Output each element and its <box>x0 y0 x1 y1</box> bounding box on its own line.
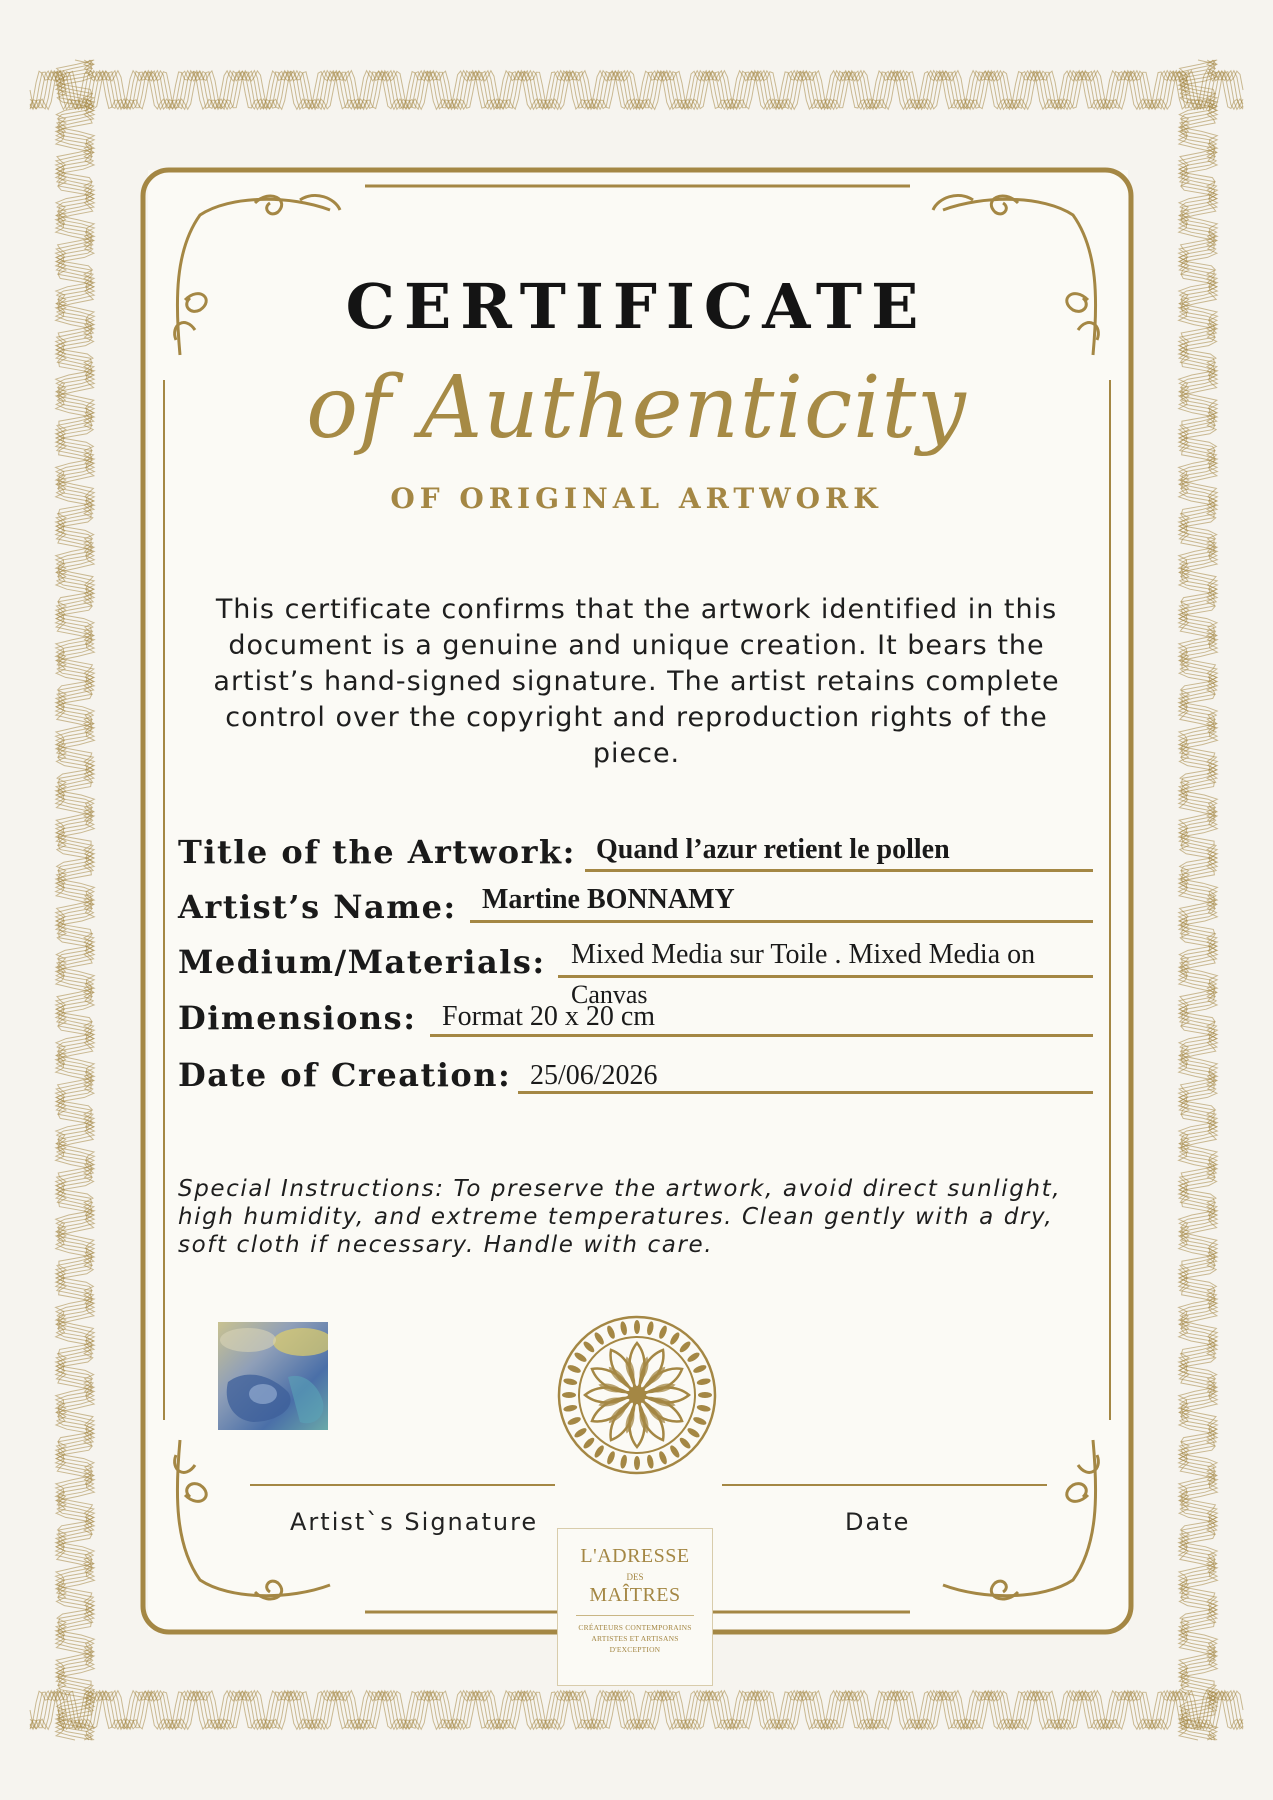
seal-ring-mark <box>686 1351 701 1364</box>
special-instructions: Special Instructions: To preserve the artwork, avoid direct sunlight, high humidity, and extreme temperatures. Clean gently with a dry, soft cloth if necessary. Handle with care. <box>178 1176 1062 1258</box>
seal-ring-mark <box>646 1454 655 1469</box>
seal-ring-mark <box>678 1436 692 1450</box>
seal-ring-mark <box>658 1325 669 1340</box>
seal-ring-mark <box>619 1454 628 1469</box>
seal-ring-mark <box>692 1416 707 1427</box>
seal-ring-mark <box>563 1377 578 1386</box>
seal-ring-mark <box>593 1444 606 1459</box>
seal-ring-mark <box>668 1444 681 1459</box>
field-line-artist <box>470 920 1093 923</box>
field-line-title <box>585 869 1093 872</box>
seal-ring-mark <box>582 1340 596 1354</box>
seal-ring-mark <box>696 1404 711 1413</box>
logo-line1: L'ADRESSE <box>580 1545 690 1567</box>
seal-ring-mark <box>582 1436 596 1450</box>
seal-ring-mark <box>567 1364 582 1375</box>
seal-ring-mark <box>678 1340 692 1354</box>
logo-line2: DES <box>626 1572 644 1582</box>
field-label-title: Title of the Artwork: <box>178 833 576 871</box>
seal-ring-mark <box>634 1456 640 1470</box>
field-label-dimensions: Dimensions: <box>178 999 417 1037</box>
certificate-heading: CERTIFICATE <box>345 270 928 343</box>
logo-rule <box>576 1615 694 1616</box>
seal-ring-mark <box>573 1351 588 1364</box>
field-value-medium-line2: Canvas <box>571 980 648 1009</box>
certificate-subheading: OF ORIGINAL ARTWORK <box>390 482 883 515</box>
field-label-artist: Artist’s Name: <box>178 888 457 926</box>
field-line-date <box>518 1091 1093 1094</box>
logo-line3: MAÎTRES <box>589 1584 681 1606</box>
corner-flourish-bottom-right <box>943 1440 1098 1599</box>
field-value-title: Quand l’azur retient le pollen <box>596 834 950 865</box>
field-line-dimensions <box>430 1034 1093 1037</box>
artwork-thumbnail <box>218 1322 328 1430</box>
seal-ring-mark <box>567 1416 582 1427</box>
date-line <box>722 1484 1047 1486</box>
field-value-medium-line1: Mixed Media sur Toile . Mixed Media on <box>571 939 1036 970</box>
seal-ring-mark <box>563 1404 578 1413</box>
certificate-intro-text: This certificate confirms that the artwork identified in this document is a genuine and unique creation. It bears the artist’s hand-signed signature. The artist retains complete control over the copyright and reproduction rights of the piece. <box>213 594 1060 769</box>
logo-tagline2: ARTISTES ET ARTISANS <box>591 1634 679 1643</box>
certificate-script-heading: of Authenticity <box>306 358 967 458</box>
signature-label: Artist`s Signature <box>290 1508 539 1536</box>
seal-ring-mark <box>606 1450 617 1465</box>
seal-ring-mark <box>634 1320 640 1334</box>
logo-tagline1: CRÉATEURS CONTEMPORAINS <box>578 1623 692 1632</box>
authenticity-seal <box>555 1313 719 1477</box>
field-line-medium <box>558 975 1093 978</box>
seal-ring-mark <box>668 1331 681 1346</box>
logo-tagline3: D'EXCEPTION <box>609 1645 661 1654</box>
field-label-medium: Medium/Materials: <box>178 943 546 981</box>
seal-ring-mark <box>686 1426 701 1439</box>
seal-ring-mark <box>692 1364 707 1375</box>
field-value-dimensions: Format 20 x 20 cm <box>442 1001 656 1032</box>
field-value-date: 25/06/2026 <box>530 1060 658 1091</box>
seal-ring-mark <box>573 1426 588 1439</box>
seal-ring-mark <box>562 1392 576 1398</box>
date-label: Date <box>845 1508 911 1536</box>
seal-ring-mark <box>658 1450 669 1465</box>
seal-ring-mark <box>593 1331 606 1346</box>
field-label-date: Date of Creation: <box>178 1056 512 1094</box>
seal-center <box>628 1386 646 1404</box>
signature-line <box>250 1484 555 1486</box>
seal-ring-mark <box>606 1325 617 1340</box>
seal-ring-mark <box>619 1321 628 1336</box>
seal-ring-mark <box>698 1392 712 1398</box>
field-value-artist: Martine BONNAMY <box>482 884 735 915</box>
seal-ring-mark <box>646 1321 655 1336</box>
seal-ring-mark <box>696 1377 711 1386</box>
gallery-logo <box>557 1528 713 1686</box>
